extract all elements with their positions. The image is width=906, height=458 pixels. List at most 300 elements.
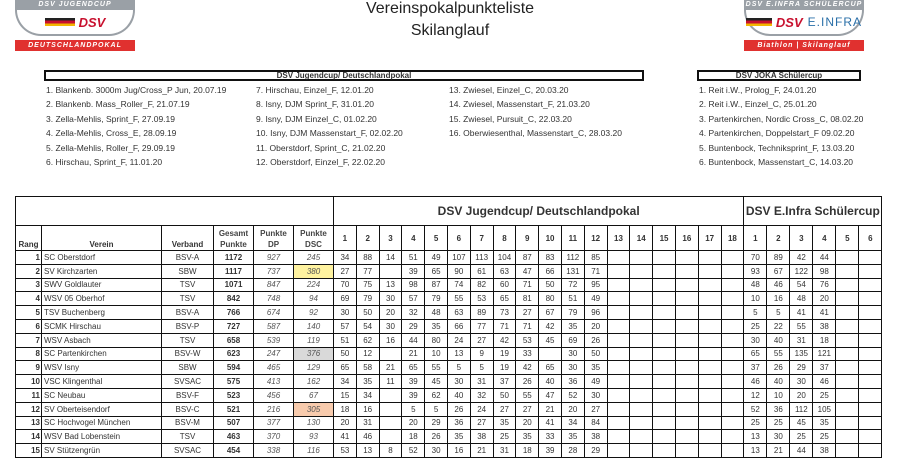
table-row xyxy=(16,416,882,430)
col-verein: Verein xyxy=(42,226,162,251)
col-jc-17: 17 xyxy=(698,226,721,251)
jc-points xyxy=(630,388,653,402)
jc-points: 30 xyxy=(561,347,584,361)
table-row xyxy=(16,306,882,320)
punkte-dp: 377 xyxy=(254,416,294,430)
verband: TSV xyxy=(162,430,214,444)
jc-points: 47 xyxy=(539,388,562,402)
table-row xyxy=(16,347,882,361)
jc-points xyxy=(721,292,744,306)
sc-points xyxy=(836,278,859,292)
event-item: 14. Zwiesel, Massenstart_F, 21.03.20 xyxy=(449,99,590,110)
verband: SBW xyxy=(162,264,214,278)
col-dp: Punkte DP xyxy=(254,226,294,251)
jc-points xyxy=(607,251,630,265)
jc-points xyxy=(653,333,676,347)
event-item: 1. Reit i.W., Prolog_F, 24.01.20 xyxy=(699,85,817,95)
table-row xyxy=(16,333,882,347)
event-item: 2. Reit i.W., Einzel_C, 25.01.20 xyxy=(699,99,817,110)
jc-points xyxy=(607,306,630,320)
jc-points: 70 xyxy=(334,278,357,292)
sc-points: 13 xyxy=(744,444,767,458)
sc-points xyxy=(859,333,882,347)
col-jc-9: 9 xyxy=(516,226,539,251)
verband: BSV-A xyxy=(162,306,214,320)
jc-points xyxy=(698,388,721,402)
jc-points: 27 xyxy=(470,333,493,347)
sc-points: 37 xyxy=(813,361,836,375)
jc-points xyxy=(653,388,676,402)
jc-points: 50 xyxy=(334,347,357,361)
jc-points xyxy=(721,430,744,444)
sc-points: 37 xyxy=(744,361,767,375)
jugendcup-events-col2 xyxy=(256,83,403,169)
jc-points: 20 xyxy=(516,416,539,430)
jc-points: 112 xyxy=(561,251,584,265)
col-dsc: Punkte DSC xyxy=(294,226,334,251)
jc-points xyxy=(698,292,721,306)
sc-points: 65 xyxy=(744,347,767,361)
jc-points: 31 xyxy=(493,444,516,458)
jc-points: 30 xyxy=(447,375,470,389)
sc-points: 121 xyxy=(813,347,836,361)
jc-points: 21 xyxy=(402,347,425,361)
sc-points: 35 xyxy=(813,416,836,430)
punkte-dp: 539 xyxy=(254,333,294,347)
jc-points: 55 xyxy=(516,388,539,402)
jc-points xyxy=(607,388,630,402)
sc-points: 40 xyxy=(767,333,790,347)
jc-points xyxy=(607,402,630,416)
jc-points: 69 xyxy=(334,292,357,306)
punkte-dp: 216 xyxy=(254,402,294,416)
sc-points: 48 xyxy=(744,278,767,292)
jc-points: 40 xyxy=(447,388,470,402)
jc-points: 83 xyxy=(539,251,562,265)
jc-points xyxy=(675,402,698,416)
col-sc-2: 2 xyxy=(767,226,790,251)
jc-points xyxy=(630,319,653,333)
sc-points: 45 xyxy=(790,416,813,430)
jc-points xyxy=(653,319,676,333)
jc-points xyxy=(653,444,676,458)
sc-points: 30 xyxy=(790,375,813,389)
punkte-dsc: 130 xyxy=(294,416,334,430)
jc-points: 73 xyxy=(493,306,516,320)
jc-points: 39 xyxy=(402,375,425,389)
jc-points xyxy=(630,402,653,416)
gesamt-punkte: 623 xyxy=(214,347,254,361)
jc-points: 41 xyxy=(334,430,357,444)
jc-points: 39 xyxy=(402,264,425,278)
sc-points: 21 xyxy=(767,444,790,458)
jc-points xyxy=(653,361,676,375)
gesamt-punkte: 521 xyxy=(214,402,254,416)
jc-points: 27 xyxy=(516,306,539,320)
sc-points xyxy=(836,388,859,402)
event-item: 13. Zwiesel, Einzel_C, 20.03.20 xyxy=(449,85,569,95)
jc-points xyxy=(721,416,744,430)
verein: WSV Asbach xyxy=(42,333,162,347)
jc-points xyxy=(653,430,676,444)
jc-points: 34 xyxy=(561,416,584,430)
jc-points xyxy=(607,347,630,361)
rang: 1 xyxy=(16,251,42,265)
punkte-dp: 847 xyxy=(254,278,294,292)
table-row xyxy=(16,251,882,265)
jc-points xyxy=(630,251,653,265)
jc-points: 37 xyxy=(493,375,516,389)
jc-points: 30 xyxy=(561,361,584,375)
jc-points: 40 xyxy=(539,375,562,389)
verband: TSV xyxy=(162,292,214,306)
jc-points: 66 xyxy=(447,319,470,333)
jc-points: 77 xyxy=(470,319,493,333)
jc-points xyxy=(675,251,698,265)
punkte-dsc: 380 xyxy=(294,264,334,278)
jc-points: 18 xyxy=(516,444,539,458)
jc-points xyxy=(379,402,402,416)
jc-points: 45 xyxy=(425,375,448,389)
punkte-dsc: 305 xyxy=(294,402,334,416)
jc-points xyxy=(698,402,721,416)
jc-points: 53 xyxy=(470,292,493,306)
punkte-dp: 748 xyxy=(254,292,294,306)
sc-points: 25 xyxy=(744,319,767,333)
jc-points: 29 xyxy=(425,416,448,430)
jc-points: 65 xyxy=(493,292,516,306)
punkte-dsc: 116 xyxy=(294,444,334,458)
sc-points xyxy=(836,333,859,347)
jc-points: 53 xyxy=(516,333,539,347)
col-jc-8: 8 xyxy=(493,226,516,251)
event-item: 15. Zwiesel, Pursuit_C, 22.03.20 xyxy=(449,113,572,124)
table-row xyxy=(16,264,882,278)
jc-points: 12 xyxy=(356,347,379,361)
punkte-dp: 413 xyxy=(254,375,294,389)
jc-points xyxy=(675,361,698,375)
jc-points: 38 xyxy=(584,430,607,444)
jc-points: 67 xyxy=(539,306,562,320)
gesamt-punkte: 463 xyxy=(214,430,254,444)
jc-points xyxy=(607,292,630,306)
jc-points xyxy=(675,430,698,444)
jc-points: 90 xyxy=(447,264,470,278)
jc-points: 35 xyxy=(584,361,607,375)
punkte-dsc: 376 xyxy=(294,347,334,361)
jc-points: 33 xyxy=(539,430,562,444)
jc-points: 62 xyxy=(356,333,379,347)
sc-points: 5 xyxy=(744,306,767,320)
jc-points: 113 xyxy=(470,251,493,265)
col-jc-5: 5 xyxy=(425,226,448,251)
jc-points xyxy=(675,333,698,347)
jc-points: 16 xyxy=(379,333,402,347)
verband: BSV-M xyxy=(162,416,214,430)
punkte-dp: 370 xyxy=(254,430,294,444)
event-item: 7. Hirschau, Einzel_F, 12.01.20 xyxy=(256,85,374,95)
col-sc-3: 3 xyxy=(790,226,813,251)
jc-points: 26 xyxy=(447,402,470,416)
jc-points: 5 xyxy=(402,402,425,416)
sc-points xyxy=(859,319,882,333)
punkte-dp: 456 xyxy=(254,388,294,402)
jc-points: 18 xyxy=(402,430,425,444)
jc-points xyxy=(721,388,744,402)
jc-points: 51 xyxy=(334,333,357,347)
punkte-dsc: 92 xyxy=(294,306,334,320)
jc-points xyxy=(698,251,721,265)
jc-points xyxy=(721,347,744,361)
jc-points xyxy=(653,251,676,265)
table-row xyxy=(16,278,882,292)
jc-points: 36 xyxy=(561,375,584,389)
punkte-dp: 338 xyxy=(254,444,294,458)
col-sc-4: 4 xyxy=(813,226,836,251)
jc-points: 30 xyxy=(379,292,402,306)
jc-points xyxy=(607,375,630,389)
sc-points xyxy=(836,375,859,389)
jc-points: 26 xyxy=(425,430,448,444)
jc-points: 79 xyxy=(425,292,448,306)
points-table xyxy=(15,196,882,458)
jc-points xyxy=(721,264,744,278)
sc-points: 52 xyxy=(744,402,767,416)
jc-points xyxy=(630,375,653,389)
verein: WSV Isny xyxy=(42,361,162,375)
jc-points: 89 xyxy=(470,306,493,320)
col-jc-10: 10 xyxy=(539,226,562,251)
jugendcup-events-col3 xyxy=(449,83,622,141)
verein: SV Oberteisendorf xyxy=(42,402,162,416)
sc-points xyxy=(859,347,882,361)
jc-points: 95 xyxy=(584,278,607,292)
jc-points: 62 xyxy=(425,388,448,402)
sc-points xyxy=(836,361,859,375)
rang: 15 xyxy=(16,444,42,458)
jc-points: 42 xyxy=(539,319,562,333)
jc-points: 36 xyxy=(447,416,470,430)
jc-points: 30 xyxy=(425,444,448,458)
jc-points: 39 xyxy=(539,444,562,458)
gesamt-punkte: 454 xyxy=(214,444,254,458)
sc-points: 20 xyxy=(813,292,836,306)
jc-points: 16 xyxy=(447,444,470,458)
sc-points: 122 xyxy=(790,264,813,278)
jc-points xyxy=(721,361,744,375)
table-row xyxy=(16,319,882,333)
jc-points: 84 xyxy=(584,416,607,430)
jc-points xyxy=(653,347,676,361)
jc-points xyxy=(675,388,698,402)
punkte-dp: 737 xyxy=(254,264,294,278)
sc-points: 44 xyxy=(813,251,836,265)
group-header-schuelercup: DSV E.Infra Schülercup xyxy=(744,197,882,226)
punkte-dsc: 162 xyxy=(294,375,334,389)
jc-points xyxy=(675,319,698,333)
sc-points: 112 xyxy=(790,402,813,416)
sc-points: 20 xyxy=(790,388,813,402)
punkte-dp: 465 xyxy=(254,361,294,375)
jc-points: 8 xyxy=(379,444,402,458)
jc-points: 46 xyxy=(356,430,379,444)
jc-points xyxy=(675,306,698,320)
jc-points: 27 xyxy=(493,402,516,416)
jc-points xyxy=(630,416,653,430)
sc-points xyxy=(859,264,882,278)
jc-points xyxy=(379,430,402,444)
jc-points: 24 xyxy=(470,402,493,416)
verband: TSV xyxy=(162,333,214,347)
jc-points: 34 xyxy=(356,388,379,402)
jc-points xyxy=(721,402,744,416)
punkte-dp: 927 xyxy=(254,251,294,265)
event-item: 5. Buntenbock, Techniksprint_F, 13.03.20 xyxy=(699,142,855,153)
verband: SBW xyxy=(162,361,214,375)
jc-points: 57 xyxy=(402,292,425,306)
col-jc-3: 3 xyxy=(379,226,402,251)
jc-points: 82 xyxy=(470,278,493,292)
jc-points: 49 xyxy=(584,375,607,389)
jc-points: 44 xyxy=(402,333,425,347)
event-item: 1. Blankenb. 3000m Jug/Cross_P Jun, 20.07.19 xyxy=(46,85,227,95)
rang: 12 xyxy=(16,402,42,416)
jc-points: 26 xyxy=(584,333,607,347)
sc-points xyxy=(836,402,859,416)
col-jc-14: 14 xyxy=(630,226,653,251)
rang: 2 xyxy=(16,264,42,278)
jc-points xyxy=(675,264,698,278)
col-jc-2: 2 xyxy=(356,226,379,251)
sc-points: 93 xyxy=(744,264,767,278)
jc-points: 71 xyxy=(516,319,539,333)
sc-points: 89 xyxy=(767,251,790,265)
sc-points: 25 xyxy=(767,416,790,430)
sc-points: 22 xyxy=(767,319,790,333)
punkte-dsc: 93 xyxy=(294,430,334,444)
group-header-jugendcup: DSV Jugendcup/ Deutschlandpokal xyxy=(334,197,744,226)
jc-points: 80 xyxy=(425,333,448,347)
col-jc-1: 1 xyxy=(334,226,357,251)
verein: SC Hochvogel München xyxy=(42,416,162,430)
jc-points xyxy=(698,430,721,444)
table-row xyxy=(16,388,882,402)
jc-points xyxy=(653,306,676,320)
jc-points: 85 xyxy=(584,251,607,265)
table-row xyxy=(16,402,882,416)
sc-points: 10 xyxy=(744,292,767,306)
sc-points xyxy=(836,306,859,320)
jc-points xyxy=(721,319,744,333)
jc-points: 45 xyxy=(539,333,562,347)
sc-points xyxy=(836,444,859,458)
gesamt-punkte: 575 xyxy=(214,375,254,389)
jc-points: 96 xyxy=(584,306,607,320)
jc-points xyxy=(698,375,721,389)
jc-points: 5 xyxy=(447,361,470,375)
sc-points: 46 xyxy=(813,375,836,389)
jc-points: 19 xyxy=(493,347,516,361)
jc-points xyxy=(675,292,698,306)
sc-points: 30 xyxy=(767,430,790,444)
schuelercup-events-title: DSV JOKA Schülercup xyxy=(697,70,861,81)
col-sc-5: 5 xyxy=(836,226,859,251)
sc-points: 16 xyxy=(767,292,790,306)
jc-points: 35 xyxy=(425,319,448,333)
jc-points xyxy=(698,264,721,278)
sc-points xyxy=(859,251,882,265)
verein: SWV Goldlauter xyxy=(42,278,162,292)
sc-points xyxy=(836,292,859,306)
sc-points: 38 xyxy=(813,444,836,458)
jc-points: 35 xyxy=(561,430,584,444)
verband: BSV-F xyxy=(162,388,214,402)
sc-points: 25 xyxy=(790,430,813,444)
jc-points: 66 xyxy=(539,264,562,278)
jc-points: 38 xyxy=(470,430,493,444)
rang: 11 xyxy=(16,388,42,402)
jc-points: 79 xyxy=(561,306,584,320)
sc-points xyxy=(836,430,859,444)
gesamt-punkte: 1172 xyxy=(214,251,254,265)
verband: SVSAC xyxy=(162,375,214,389)
jc-points: 58 xyxy=(356,361,379,375)
event-item: 4. Zella-Mehlis, Cross_E, 28.09.19 xyxy=(46,128,177,139)
sc-points: 5 xyxy=(767,306,790,320)
punkte-dp: 587 xyxy=(254,319,294,333)
jc-points xyxy=(607,361,630,375)
sc-points: 67 xyxy=(767,264,790,278)
jc-points xyxy=(379,264,402,278)
gesamt-punkte: 766 xyxy=(214,306,254,320)
punkte-dsc: 224 xyxy=(294,278,334,292)
jc-points xyxy=(630,430,653,444)
sc-points: 31 xyxy=(790,333,813,347)
sc-points: 26 xyxy=(767,361,790,375)
jc-points: 21 xyxy=(539,402,562,416)
jc-points: 33 xyxy=(516,347,539,361)
jc-points: 35 xyxy=(356,375,379,389)
jc-points xyxy=(698,347,721,361)
jc-points: 13 xyxy=(447,347,470,361)
jc-points: 13 xyxy=(379,278,402,292)
sc-points: 25 xyxy=(813,430,836,444)
jc-points: 47 xyxy=(516,264,539,278)
jc-points: 107 xyxy=(447,251,470,265)
punkte-dsc: 245 xyxy=(294,251,334,265)
event-item: 11. Oberstdorf, Sprint_C, 21.02.20 xyxy=(256,142,386,153)
jc-points: 50 xyxy=(539,278,562,292)
jc-points: 65 xyxy=(425,264,448,278)
verband: BSV-C xyxy=(162,402,214,416)
punkte-dsc: 140 xyxy=(294,319,334,333)
sc-points xyxy=(859,416,882,430)
jc-points: 26 xyxy=(516,375,539,389)
jc-points: 60 xyxy=(493,278,516,292)
jc-points: 21 xyxy=(470,444,493,458)
jc-points xyxy=(698,416,721,430)
jc-points: 50 xyxy=(356,306,379,320)
event-item: 4. Partenkirchen, Doppelstart_F 09.02.20 xyxy=(699,128,855,139)
event-item: 16. Oberwiesenthal, Massenstart_C, 28.03.20 xyxy=(449,128,622,139)
sc-points: 135 xyxy=(790,347,813,361)
verband: BSV-W xyxy=(162,347,214,361)
jc-points: 30 xyxy=(584,388,607,402)
jc-points: 35 xyxy=(516,430,539,444)
jc-points xyxy=(607,319,630,333)
jc-points xyxy=(698,278,721,292)
jc-points: 20 xyxy=(402,416,425,430)
